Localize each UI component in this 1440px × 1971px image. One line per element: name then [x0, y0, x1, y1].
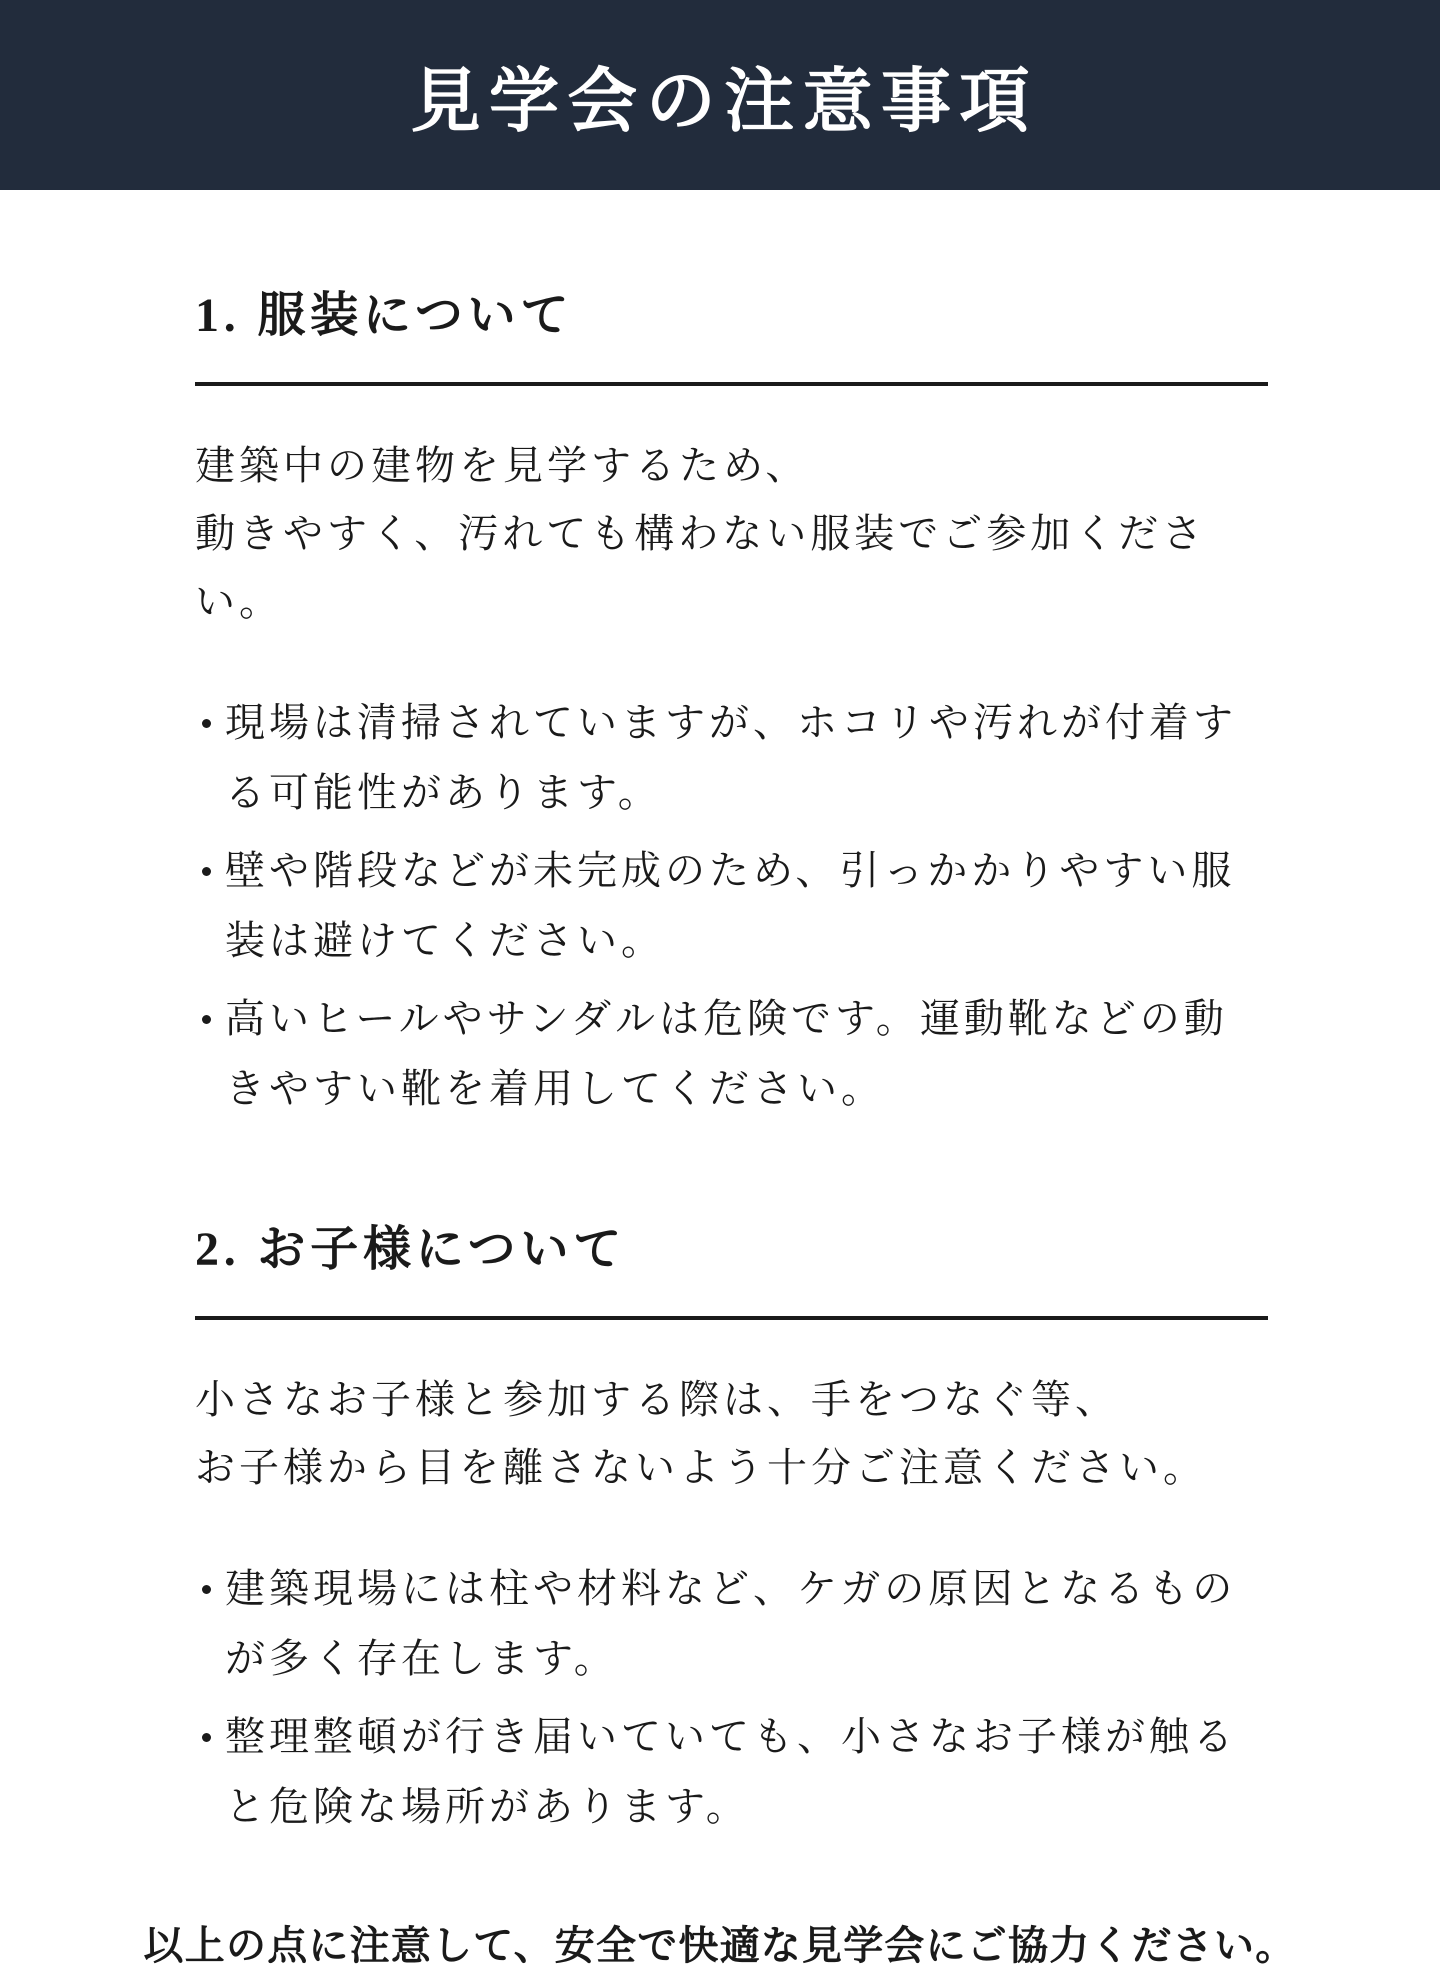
list-item-text: 現場は清掃されていますが、ホコリや汚れが付着する可能性があります。	[225, 700, 1237, 815]
section-children-intro	[195, 1366, 1268, 1502]
page-header	[0, 0, 1440, 190]
section-clothing-list	[195, 688, 1268, 1124]
section-divider	[195, 382, 1268, 386]
list-item-text: 建築現場には柱や材料など、ケガの原因となるものが多く存在します。	[225, 1566, 1237, 1681]
list-item	[195, 688, 1268, 828]
list-item	[195, 1554, 1268, 1694]
section-clothing-heading: 1. 服装について	[195, 289, 574, 342]
intro-line: 建築中の建物を見学するため、	[195, 443, 810, 488]
bullet-icon	[202, 1733, 211, 1742]
section-children-list	[195, 1554, 1268, 1842]
page-title: 見学会の注意事項	[410, 63, 1038, 141]
section-children	[195, 1220, 1268, 1842]
bullet-icon	[202, 1015, 211, 1024]
intro-line: 小さなお子様と参加する際は、手をつなぐ等、	[195, 1377, 1119, 1422]
section-children-heading: 2. お子様について	[195, 1223, 627, 1276]
footer-note: 以上の点に注意して、安全で快適な見学会にご協力ください。	[143, 1923, 1297, 1968]
list-item-text: 壁や階段などが未完成のため、引っかかりやすい服装は避けてください。	[225, 848, 1236, 963]
list-item	[195, 836, 1268, 976]
bullet-icon	[202, 719, 211, 728]
list-item	[195, 1702, 1268, 1842]
list-item	[195, 984, 1268, 1124]
intro-line: お子様から目を離さないよう十分ご注意ください。	[195, 1445, 1207, 1490]
list-item-text: 高いヒールやサンダルは危険です。運動靴などの動きやすい靴を着用してください。	[225, 996, 1228, 1111]
section-clothing	[195, 286, 1268, 1124]
content	[195, 286, 1268, 1842]
bullet-icon	[202, 1585, 211, 1594]
section-divider	[195, 1316, 1268, 1320]
list-item-text: 整理整頓が行き届いていても、小さなお子様が触ると危険な場所があります。	[225, 1714, 1237, 1829]
section-clothing-intro	[195, 432, 1268, 636]
intro-line: 動きやすく、汚れても構わない服装でご参加ください。	[195, 511, 1207, 624]
bullet-icon	[202, 867, 211, 876]
